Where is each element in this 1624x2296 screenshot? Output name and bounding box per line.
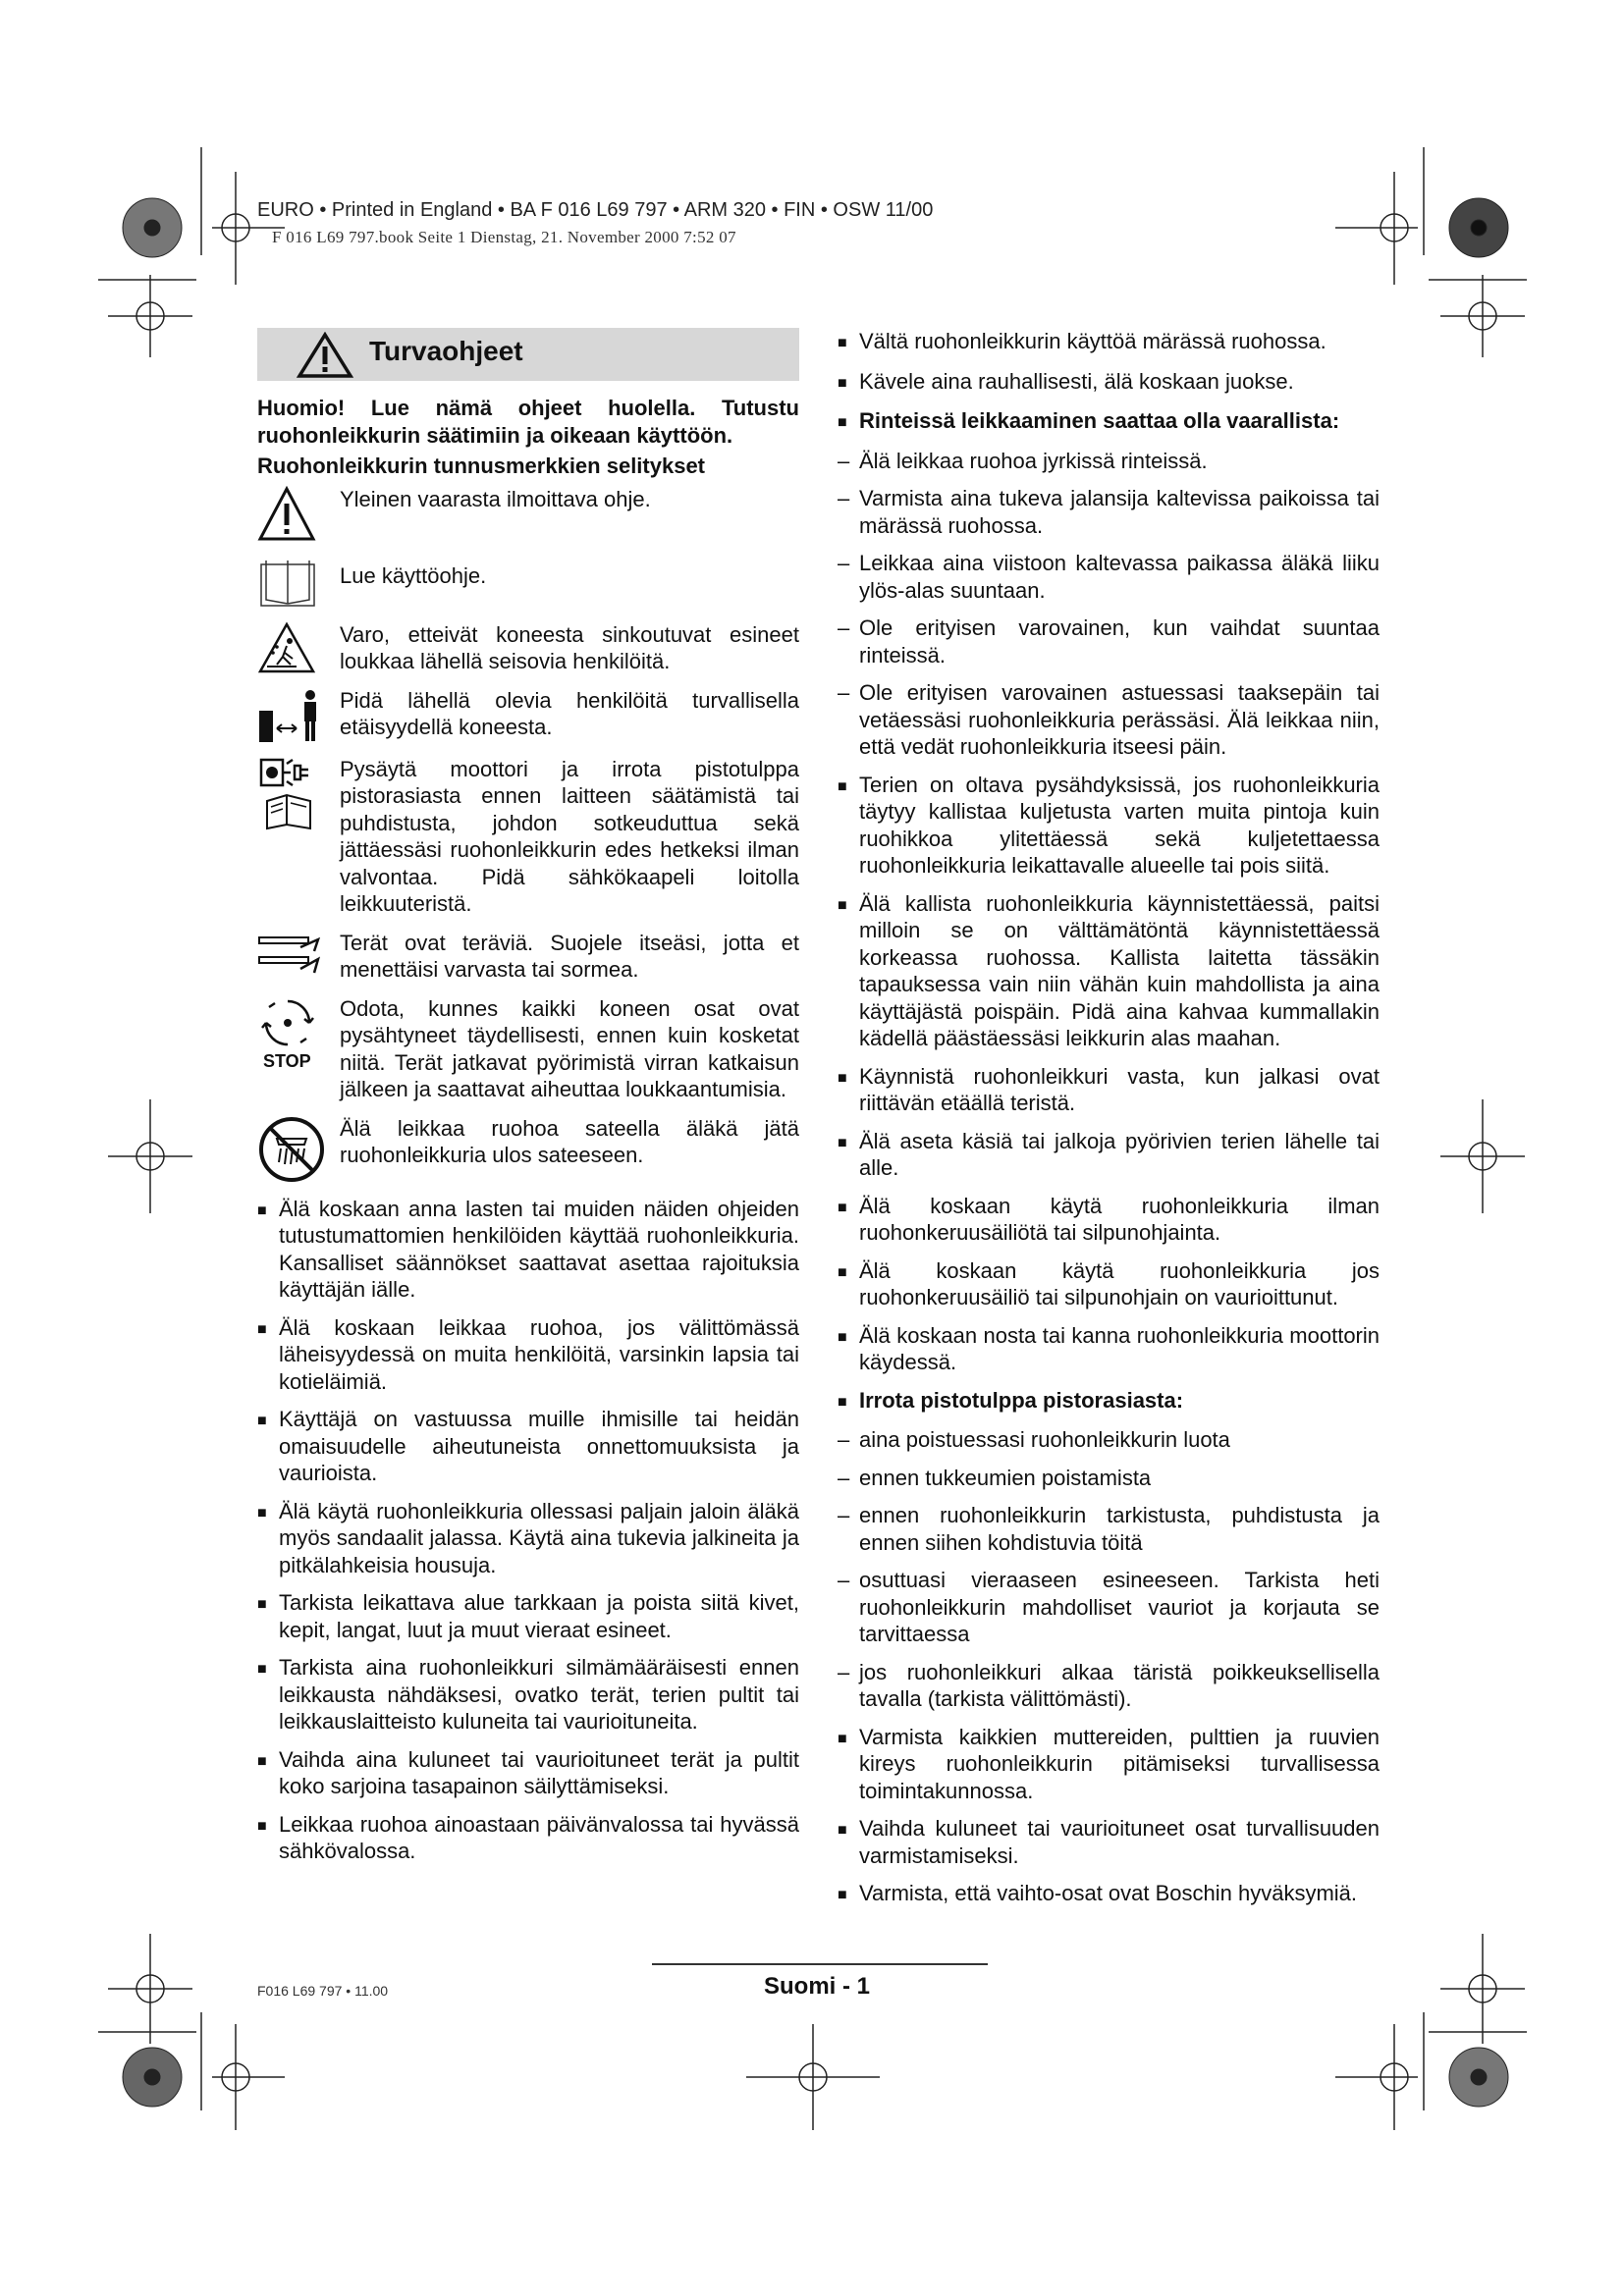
- list-item: ■ Varmista, että vaihto-osat ovat Boschin hyväksymiä.: [838, 1881, 1358, 1905]
- list-item: ■ Käyttäjä on vastuussa muille ihmisille tai heidän omaisuudelle aiheutuneista onnettomuuksista ja vaurioista.: [257, 1407, 799, 1485]
- warning-triangle-icon: [257, 486, 340, 543]
- dash-item: – osuttuasi vieraaseen esineeseen. Tarkista heti ruohonleikkurin mahdolliset vauriot ja korjauta se tarvittaessa: [838, 1568, 1380, 1646]
- list-item: ■ Älä koskaan leikkaa ruohoa, jos välittömässä läheisyydessä on muita henkilöitä, varsinkin lapsia tai kotieläimiä.: [257, 1314, 799, 1394]
- symbol-row: Yleinen vaarasta ilmoittava ohje.: [257, 486, 799, 543]
- footer-code: F016 L69 797 • 11.00: [257, 1983, 389, 1999]
- sharp-blades-icon: [257, 930, 340, 975]
- symbol-row: Älä leikkaa ruohoa sateella äläkä jätä ruohonleikkuria ulos sateeseen.: [257, 1115, 799, 1184]
- dash-item: – aina poistuessasi ruohonleikkurin luota: [838, 1427, 1230, 1452]
- symbol-row: Pysäytä moottori ja irrota pistotulppa pistorasiasta ennen laitteen säätämistä tai puhdistusta, johdon sotkeuduttua sekä jättäessäsi ruohonleikkurin edes hetkeksi ilman valvontaa. Pidä sähkökaapeli loitolla leikkuuteristä.: [257, 756, 799, 918]
- print-header-line: EURO • Printed in England • BA F 016 L69 797 • ARM 320 • FIN • OSW 11/00: [257, 199, 934, 221]
- page-title: Turvaohjeet: [369, 336, 523, 366]
- list-item: ■ Älä koskaan käytä ruohonleikkuria ilman ruohonkeruusäiliötä tai silpunohjainta.: [838, 1193, 1380, 1245]
- no-rain-icon: [257, 1115, 340, 1184]
- intro-text: Huomio! Lue nämä ohjeet huolella. Tutustu ruohonleikkurin säätimiin ja oikeaan käyttöön.: [257, 396, 799, 448]
- list-item: ■ Kävele aina rauhallisesti, älä koskaan juokse.: [838, 368, 1294, 394]
- stop-rotation-icon: [257, 995, 340, 1070]
- safe-distance-icon: [257, 687, 340, 744]
- list-item: ■ Älä koskaan käytä ruohonleikkuria jos ruohonkeruusäiliö tai silpunohjain on vaurioittunut.: [838, 1257, 1380, 1309]
- list-item: ■ Älä aseta käsiä tai jalkoja pyörivien terien lähelle tai alle.: [838, 1128, 1380, 1180]
- list-item: ■ Vaihda kuluneet tai vaurioituneet osat turvallisuuden varmistamiseksi.: [838, 1816, 1380, 1868]
- list-item: ■ Vältä ruohonleikkurin käyttöä märässä ruohossa.: [838, 329, 1326, 353]
- list-item: ■ Älä käytä ruohonleikkuria ollessasi paljain jaloin äläkä myös sandaalit jalassa. Käytä aina tukevia jalkineita ja pitkälahkeisia housuja.: [257, 1498, 799, 1577]
- dash-item: – ennen tukkeumien poistamista: [838, 1465, 1152, 1490]
- list-item: ■ Vaihda aina kuluneet tai vaurioituneet terät ja pultit koko sarjoina tasapainon säilyttämiseksi.: [257, 1746, 799, 1798]
- symbol-row: Terät ovat teräviä. Suojele itseäsi, jotta et menettäisi varvasta tai sormea.: [257, 930, 799, 984]
- symbol-row: Varo, etteivät koneesta sinkoutuvat esineet loukkaa lähellä seisovia henkilöitä.: [257, 621, 799, 675]
- dash-item: – Ole erityisen varovainen, kun vaihdat suuntaa rinteissä.: [838, 615, 1380, 667]
- dash-item: – jos ruohonleikkuri alkaa täristä poikkeuksellisella tavalla (tarkista välittömästi).: [838, 1659, 1380, 1711]
- list-item: ■ Älä koskaan anna lasten tai muiden näiden ohjeiden tutustumattomien henkilöiden käyttää ruohonleikkuria. Kansalliset säännökset saattavat asettaa rajoituksia käyttäjän iälle.: [257, 1196, 799, 1302]
- dash-item: – Ole erityisen varovainen astuessasi taaksepäin tai vetäessäsi ruohonleikkuria perässäsi. Älä leikkaa niin, että vedät ruohonleikkuria itseesi päin.: [838, 680, 1380, 759]
- symbols-heading: Ruohonleikkurin tunnusmerkkien selitykset: [257, 454, 706, 478]
- list-item: ■ Älä kallista ruohonleikkuria käynnistettäessä, paitsi milloin se on välttämätöntä käynnistettäessä korkeassa ruohossa. Kallista laitetta tässäkin tapauksessa vain niin vähän kuin mahdollista ja aina käyttäjästä poispäin. Pidä aina kahvaa kummallakin kädellä päästäessäsi leikkurin alas maahan.: [838, 890, 1380, 1050]
- list-item: ■ Terien on oltava pysähdyksissä, jos ruohonleikkuria täytyy kallistaa kuljetusta varten muita pintoja kuin ruohikkoa ylitettäessä sekä kuljetettaessa ruohonleikkuria leikattavalle alueelle tai pois siitä.: [838, 772, 1380, 878]
- slope-heading: ■ Rinteissä leikkaaminen saattaa olla vaarallista:: [838, 408, 1340, 433]
- list-item: ■ Älä koskaan nosta tai kanna ruohonleikkuria moottorin käydessä.: [838, 1322, 1380, 1374]
- warning-triangle-icon: [297, 332, 353, 386]
- dash-item: – Älä leikkaa ruohoa jyrkissä rinteissä.: [838, 448, 1208, 473]
- list-item: ■ Tarkista leikattava alue tarkkaan ja poista siitä kivet, kepit, langat, luut ja muut vieraat esineet.: [257, 1590, 799, 1642]
- right-column: [838, 328, 1380, 1920]
- footer-rule: [652, 1963, 988, 1965]
- stop-label: STOP: [263, 1050, 311, 1071]
- left-column: [257, 328, 799, 1876]
- page-number: Suomi - 1: [764, 1973, 871, 2000]
- list-item: ■ Käynnistä ruohonleikkuri vasta, kun jalkasi ovat riittävän etäällä teristä.: [838, 1063, 1380, 1115]
- symbol-row: STOP Odota, kunnes kaikki koneen osat ovat pysähtyneet täydellisesti, ennen kuin kosketat niitä. Terät jatkavat pyörimistä virran katkaisun jälkeen ja saattavat aiheuttaa loukkaantumisia.: [257, 995, 799, 1103]
- unplug-icon: [257, 756, 340, 834]
- title-banner: [257, 328, 799, 381]
- list-item: ■ Varmista kaikkien muttereiden, pulttien ja ruuvien kireys ruohonleikkurin pitämiseksi turvallisessa toimintakunnossa.: [838, 1724, 1380, 1803]
- dash-item: – ennen ruohonleikkurin tarkistusta, puhdistusta ja ennen siihen kohdistuvia töitä: [838, 1503, 1380, 1555]
- list-item: ■ Tarkista aina ruohonleikkuri silmämääräisesti ennen leikkausta nähdäksesi, ovatko terät, terien pultit tai leikkauslaitteisto kuluneita tai vaurioituneita.: [257, 1655, 799, 1734]
- open-book-icon: [257, 555, 340, 610]
- print-header-book-line: F 016 L69 797.book Seite 1 Dienstag, 21. November 2000 7:52 07: [272, 228, 736, 246]
- symbol-row: Pidä lähellä olevia henkilöitä turvallisella etäisyydellä koneesta.: [257, 687, 799, 744]
- dash-item: – Leikkaa aina viistoon kaltevassa paikassa äläkä liiku ylös-alas suuntaan.: [838, 551, 1380, 603]
- flying-objects-icon: [257, 621, 340, 674]
- unplug-heading: ■ Irrota pistotulppa pistorasiasta:: [838, 1387, 1184, 1413]
- list-item: ■ Leikkaa ruohoa ainoastaan päivänvalossa tai hyvässä sähkövalossa.: [257, 1811, 799, 1863]
- dash-item: – Varmista aina tukeva jalansija kaltevissa paikoissa tai märässä ruohossa.: [838, 486, 1380, 538]
- symbol-row: Lue käyttöohje.: [257, 555, 799, 610]
